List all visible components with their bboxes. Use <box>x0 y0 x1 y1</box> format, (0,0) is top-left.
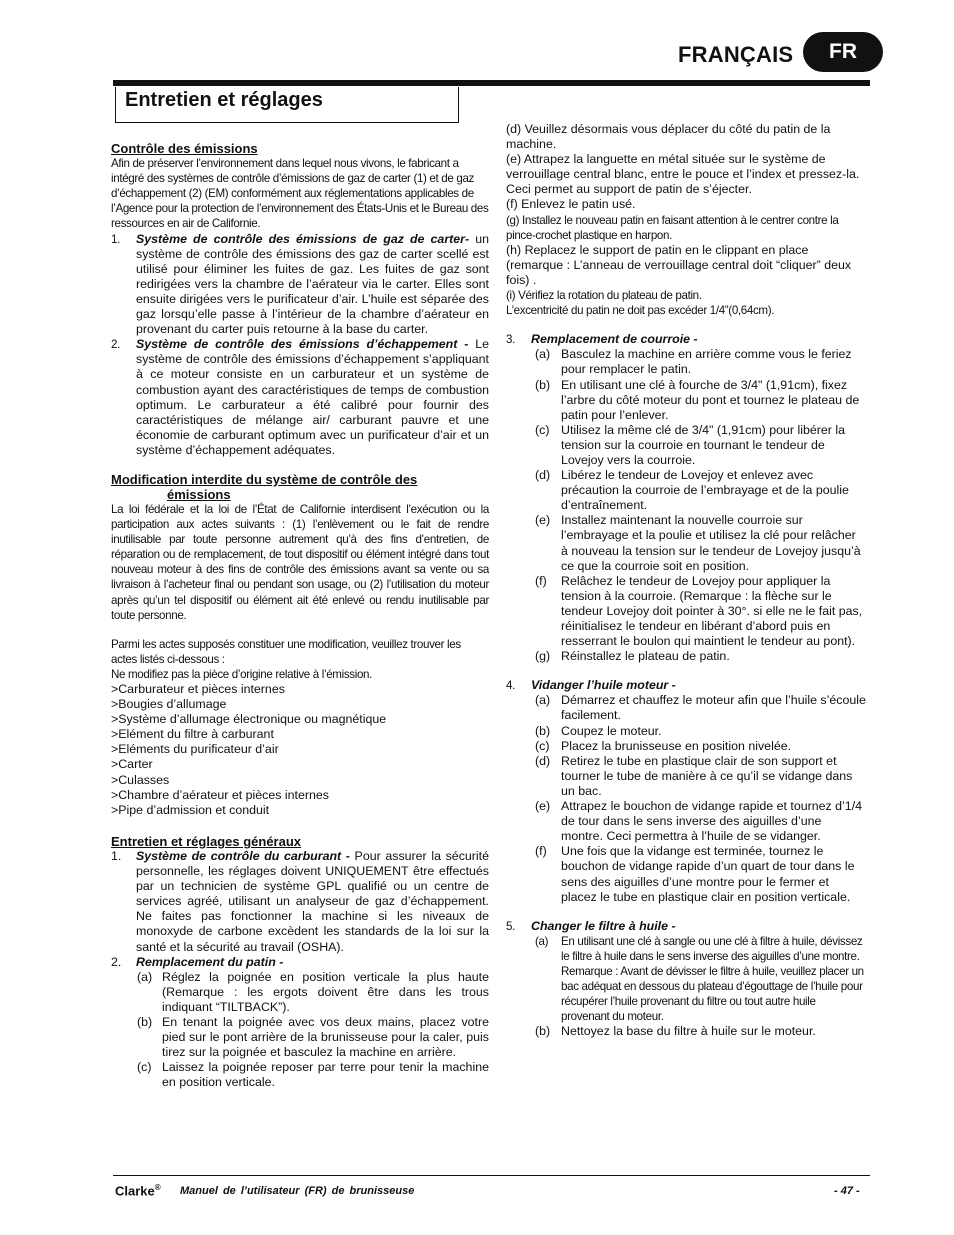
pad-step <box>111 970 489 1015</box>
pad-step-h: (h) Replacez le support de patin en le clippant en place (remarque : L’anneau de verrouillage central doit “cliquer” deux fois) . <box>506 242 852 287</box>
filter-step <box>506 934 866 1025</box>
modification-heading-line-2: émissions <box>167 486 231 502</box>
pad-step <box>111 1060 489 1090</box>
belt-step <box>506 468 866 513</box>
step-letter: (b) <box>535 723 551 738</box>
brand-name: Clarke <box>115 1183 155 1199</box>
list-item: >Elément du filtre à carburant <box>111 727 274 742</box>
item-title: Changer le filtre à huile - <box>531 918 676 933</box>
emissions-heading: Contrôle des émissions <box>111 141 258 156</box>
pad-step-d: (d) Veuillez désormais vous déplacer du côté du patin de la machine. <box>506 122 831 152</box>
header-rule <box>113 80 870 86</box>
step-letter: (a) <box>535 347 551 362</box>
step-text: Libérez le tendeur de Lovejoy et enlevez avec précaution la courroie de l’embrayage et de la poulie d’entraînement. <box>561 468 849 513</box>
list-item: >Carburateur et pièces internes <box>111 682 285 696</box>
belt-step <box>506 574 866 649</box>
step-text: Réglez la poignée en position verticale la plus haute (Remarque : les ergots doivent être dans les trous indiquant “TILTBACK”). <box>162 969 489 1014</box>
step-letter: (c) <box>535 422 550 437</box>
list-item: >Bougies d’allumage <box>111 697 227 712</box>
footer-manual-title: Manuel de l’utilisateur (FR) de brunisseuse <box>180 1185 415 1197</box>
oil-step <box>506 799 866 844</box>
acts-note: Ne modifiez pas la pièce d’origine relative à l’émission. <box>111 667 373 681</box>
step-text: Basculez la machine en arrière comme vous le feriez pour remplacer le patin. <box>561 347 852 377</box>
filter-item <box>506 919 866 934</box>
footer-rule <box>113 1175 870 1176</box>
item-text: Le système de contrôle des émissions d’échappement s’appliquant à ce moteur consiste en un carburateur et un système de combustion ayant des caractéristiques de temps de combustion optimum. Le carburateur a été calibré pour fournir des caractéristiques de mélange air/ carburant pauvre et une économie de carburant optimum avec un purificateur d’air et un système d’échappement adéquates. <box>136 337 489 457</box>
step-text: En tenant la poignée avec vos deux mains, placez votre pied sur le pont arrière de la brunisseuse pour la caler, puis tirez sur la poignée et basculez la machine en arrière. <box>162 1014 489 1060</box>
page-title: Entretien et réglages <box>125 89 323 111</box>
item-text: Pour assurer la sécurité personnelle, les réglages doivent UNIQUEMENT être effectués par un technicien de système GPL qualifié ou un centre de services agréé, utilisant un analyseur de gaz d’échappement. Ne faites pas fonctionner la machine si les niveaux de monoxyde de carbone excèdent les standards de la loi sur la santé et la sécurité au travail (OSHA). <box>136 848 489 954</box>
step-letter: (f) <box>535 573 547 588</box>
step-text: Une fois que la vidange est terminée, tournez le bouchon de vidange rapide d’un quart de tour dans le sens des aiguilles d’une montre pour le fermer et placez le tube en plastique clair en position verticale. <box>561 844 855 904</box>
step-text: Laissez la poignée reposer par terre pour tenir la machine en position verticale. <box>162 1060 489 1090</box>
belt-step <box>506 378 866 423</box>
item-number: 3. <box>506 333 515 347</box>
emissions-item-1 <box>111 232 489 338</box>
language-badge: FR <box>803 32 883 72</box>
step-text: Coupez le moteur. <box>561 723 662 738</box>
step-letter: (e) <box>535 513 551 528</box>
list-item: >Pipe d’admission et conduit <box>111 802 270 817</box>
list-item: >Eléments du purificateur d’air <box>111 742 279 757</box>
oil-step <box>506 844 866 904</box>
right-column <box>506 122 866 1039</box>
step-text: Placez la brunisseuse en position nivelée. <box>561 738 792 753</box>
pad-step <box>111 1015 489 1060</box>
step-text: Réinstallez le plateau de patin. <box>561 649 730 664</box>
item-number: 2. <box>111 338 120 352</box>
pad-step-i-note: L’excentricité du patin ne doit pas excéder 1/4”(0,64cm). <box>506 304 775 318</box>
list-item: >Chambre d’aérateur et pièces internes <box>111 787 329 802</box>
left-column <box>111 139 489 1090</box>
belt-item <box>506 332 866 347</box>
step-letter: (e) <box>535 799 551 814</box>
general-item-2 <box>111 955 489 970</box>
emissions-item-2 <box>111 337 489 458</box>
oil-step <box>506 754 866 799</box>
item-title: Remplacement du patin - <box>136 954 284 969</box>
step-text: Retirez le tube en plastique clair de son support et tourner le tube de manière à ce qu’il se vidange dans un bac. <box>561 753 853 798</box>
item-title: Système de contrôle du carburant - <box>136 848 350 863</box>
step-letter: (b) <box>535 1024 551 1039</box>
registered-mark: ® <box>154 1183 161 1192</box>
step-letter: (b) <box>535 377 551 392</box>
step-letter: (c) <box>535 738 550 753</box>
item-number: 4. <box>506 679 515 693</box>
language-label: FRANÇAIS <box>678 42 794 67</box>
step-letter: (f) <box>535 844 547 859</box>
step-text: En utilisant une clé à fourche de 3/4" (1,91cm), fixez l’arbre du côté moteur du pont et tournez le plateau de patin pour l’enlever. <box>561 377 860 422</box>
filter-step <box>506 1024 866 1039</box>
item-title: Remplacement de courroie - <box>531 332 698 347</box>
page-number: - 47 - <box>834 1185 860 1197</box>
pad-step-f: (f) Enlevez le patin usé. <box>506 197 636 212</box>
item-number: 2. <box>111 954 122 969</box>
footer-brand <box>115 1183 161 1198</box>
general-item-1 <box>111 849 489 955</box>
step-text: Attrapez le bouchon de vidange rapide et tournez d’1/4 de tour dans le sens inverse des aiguilles d’une montre. Ceci permettra à l’huile de se vidanger. <box>561 799 863 844</box>
step-letter: (a) <box>535 934 549 948</box>
step-letter: (c) <box>137 1060 152 1075</box>
item-text: un système de contrôle des émissions des gaz de carter scellé est utilisé pour éliminer les fuites de gaz. Les fuites de gaz sont redirigées vers la chambre de l’aérateur via le carter. Elles sont ensuite dirigées vers le purificateur d’air. L’huile est séparée des gaz lorsqu’elle passe à l’intérieur de la chambre d’aérateur en provenant du carter puis retourne à la base du carter. <box>136 231 489 337</box>
belt-step <box>506 347 866 377</box>
step-text: Utilisez la même clé de 3/4" (1,91cm) pour libérer la tension sur la courroie en tournant le tendeur de Lovejoy vers la courroie. <box>561 422 845 467</box>
oil-step <box>506 693 866 723</box>
emissions-intro: Afin de préserver l’environnement dans lequel nous vivons, le fabricant a intégré des systèmes de contrôle d’émissions de gaz de carter (1) et de gaz d’échappement (2) (EM) conformément aux réglementations applicables de l’Agence pour la protection de l’environnement des États-Unis et le Bureau des ressources en air de Californie. <box>111 157 489 231</box>
modification-text: La loi fédérale et la loi de l’État de Californie interdisent l’exécution ou la participation aux actes suivants : (1) l’enlèvement ou le fait de rendre inutilisable par toute personne autrement qu’à des fins d’entretien, de réparation ou de remplacement, de tout dispositif ou élément intégré dans tout nouveau moteur à des fins de contrôle des émissions avant sa vente ou sa livraison à l’acheteur final ou pendant son usage, ou (2) l’utilisation du moteur après qu’un tel dispositif ou élément ait été enlevé ou rendu inutilisable par toute personne. <box>111 502 489 622</box>
item-number: 1. <box>111 848 122 863</box>
belt-step <box>506 513 866 573</box>
oil-step <box>506 739 866 754</box>
step-text: Relâchez le tendeur de Lovejoy pour appliquer la tension à la courroie. (Remarque : la flèche sur le tendeur Lovejoy doit pointer à 30°. si elle ne le fait pas, réinitialisez le tendeur en libérant d’abord puis en resserrant le boulon qui maintient le tendeur au pont). <box>561 573 863 649</box>
step-letter: (d) <box>535 753 551 768</box>
list-item: >Carter <box>111 757 153 772</box>
oil-step <box>506 724 866 739</box>
step-letter: (a) <box>137 969 153 984</box>
modification-heading-line-1: Modification interdite du système de contrôle des <box>111 471 418 487</box>
acts-list <box>111 682 489 818</box>
list-item: >Système d’allumage électronique ou magnétique <box>111 712 387 727</box>
step-text: Nettoyez la base du filtre à huile sur le moteur. <box>561 1024 816 1039</box>
pad-step-e: (e) Attrapez la languette en métal située sur le système de verrouillage central blanc, entre le pouce et l’index et pressez-la. Ceci permet au support de patin de s’éjecter. <box>506 152 860 197</box>
item-number: 5. <box>506 919 515 933</box>
pad-step-i: (i) Vérifiez la rotation du plateau de patin. <box>506 289 702 303</box>
acts-intro: Parmi les actes supposés constituer une modification, veuillez trouver les actes listés ci-dessous : <box>111 637 461 666</box>
step-text: Démarrez et chauffez le moteur afin que l’huile s’écoule facilement. <box>561 693 866 723</box>
general-heading: Entretien et réglages généraux <box>111 833 302 849</box>
modification-heading <box>111 472 489 502</box>
item-number: 1. <box>111 232 120 246</box>
step-text: Installez maintenant la nouvelle courroie sur l’embrayage et la poulie et utilisez la clé pour relâcher à nouveau la tension sur le tendeur de Lovejoy jusqu’à ce que la courroie soit en position. <box>561 513 861 573</box>
step-letter: (d) <box>535 468 551 483</box>
step-text: En utilisant une clé à sangle ou une clé à filtre à huile, dévissez le filtre à huile dans le sens inverse des aiguilles d’une montre. Remarque : Avant de dévisser le filtre à huile, veuillez placer un bac adéquat en dessous du plateau d’égouttage de l’huile pour récupérer l’huile provenant du filtre ou tout autre huile provenant du moteur. <box>561 934 864 1024</box>
step-letter: (g) <box>535 649 551 664</box>
belt-step <box>506 423 866 468</box>
list-item: >Culasses <box>111 772 170 787</box>
step-letter: (a) <box>535 693 551 708</box>
pad-step-g: (g) Installez le nouveau patin en faisant attention à le centrer contre la pince-crochet plastique en harpon. <box>506 213 839 242</box>
oil-item <box>506 678 866 693</box>
item-title: Système de contrôle des émissions d’échappement - <box>136 337 469 352</box>
item-title: Vidanger l’huile moteur - <box>531 678 676 693</box>
step-letter: (b) <box>137 1014 153 1029</box>
belt-step <box>506 649 866 664</box>
item-title: Système de contrôle des émissions de gaz de carter- <box>136 231 470 246</box>
